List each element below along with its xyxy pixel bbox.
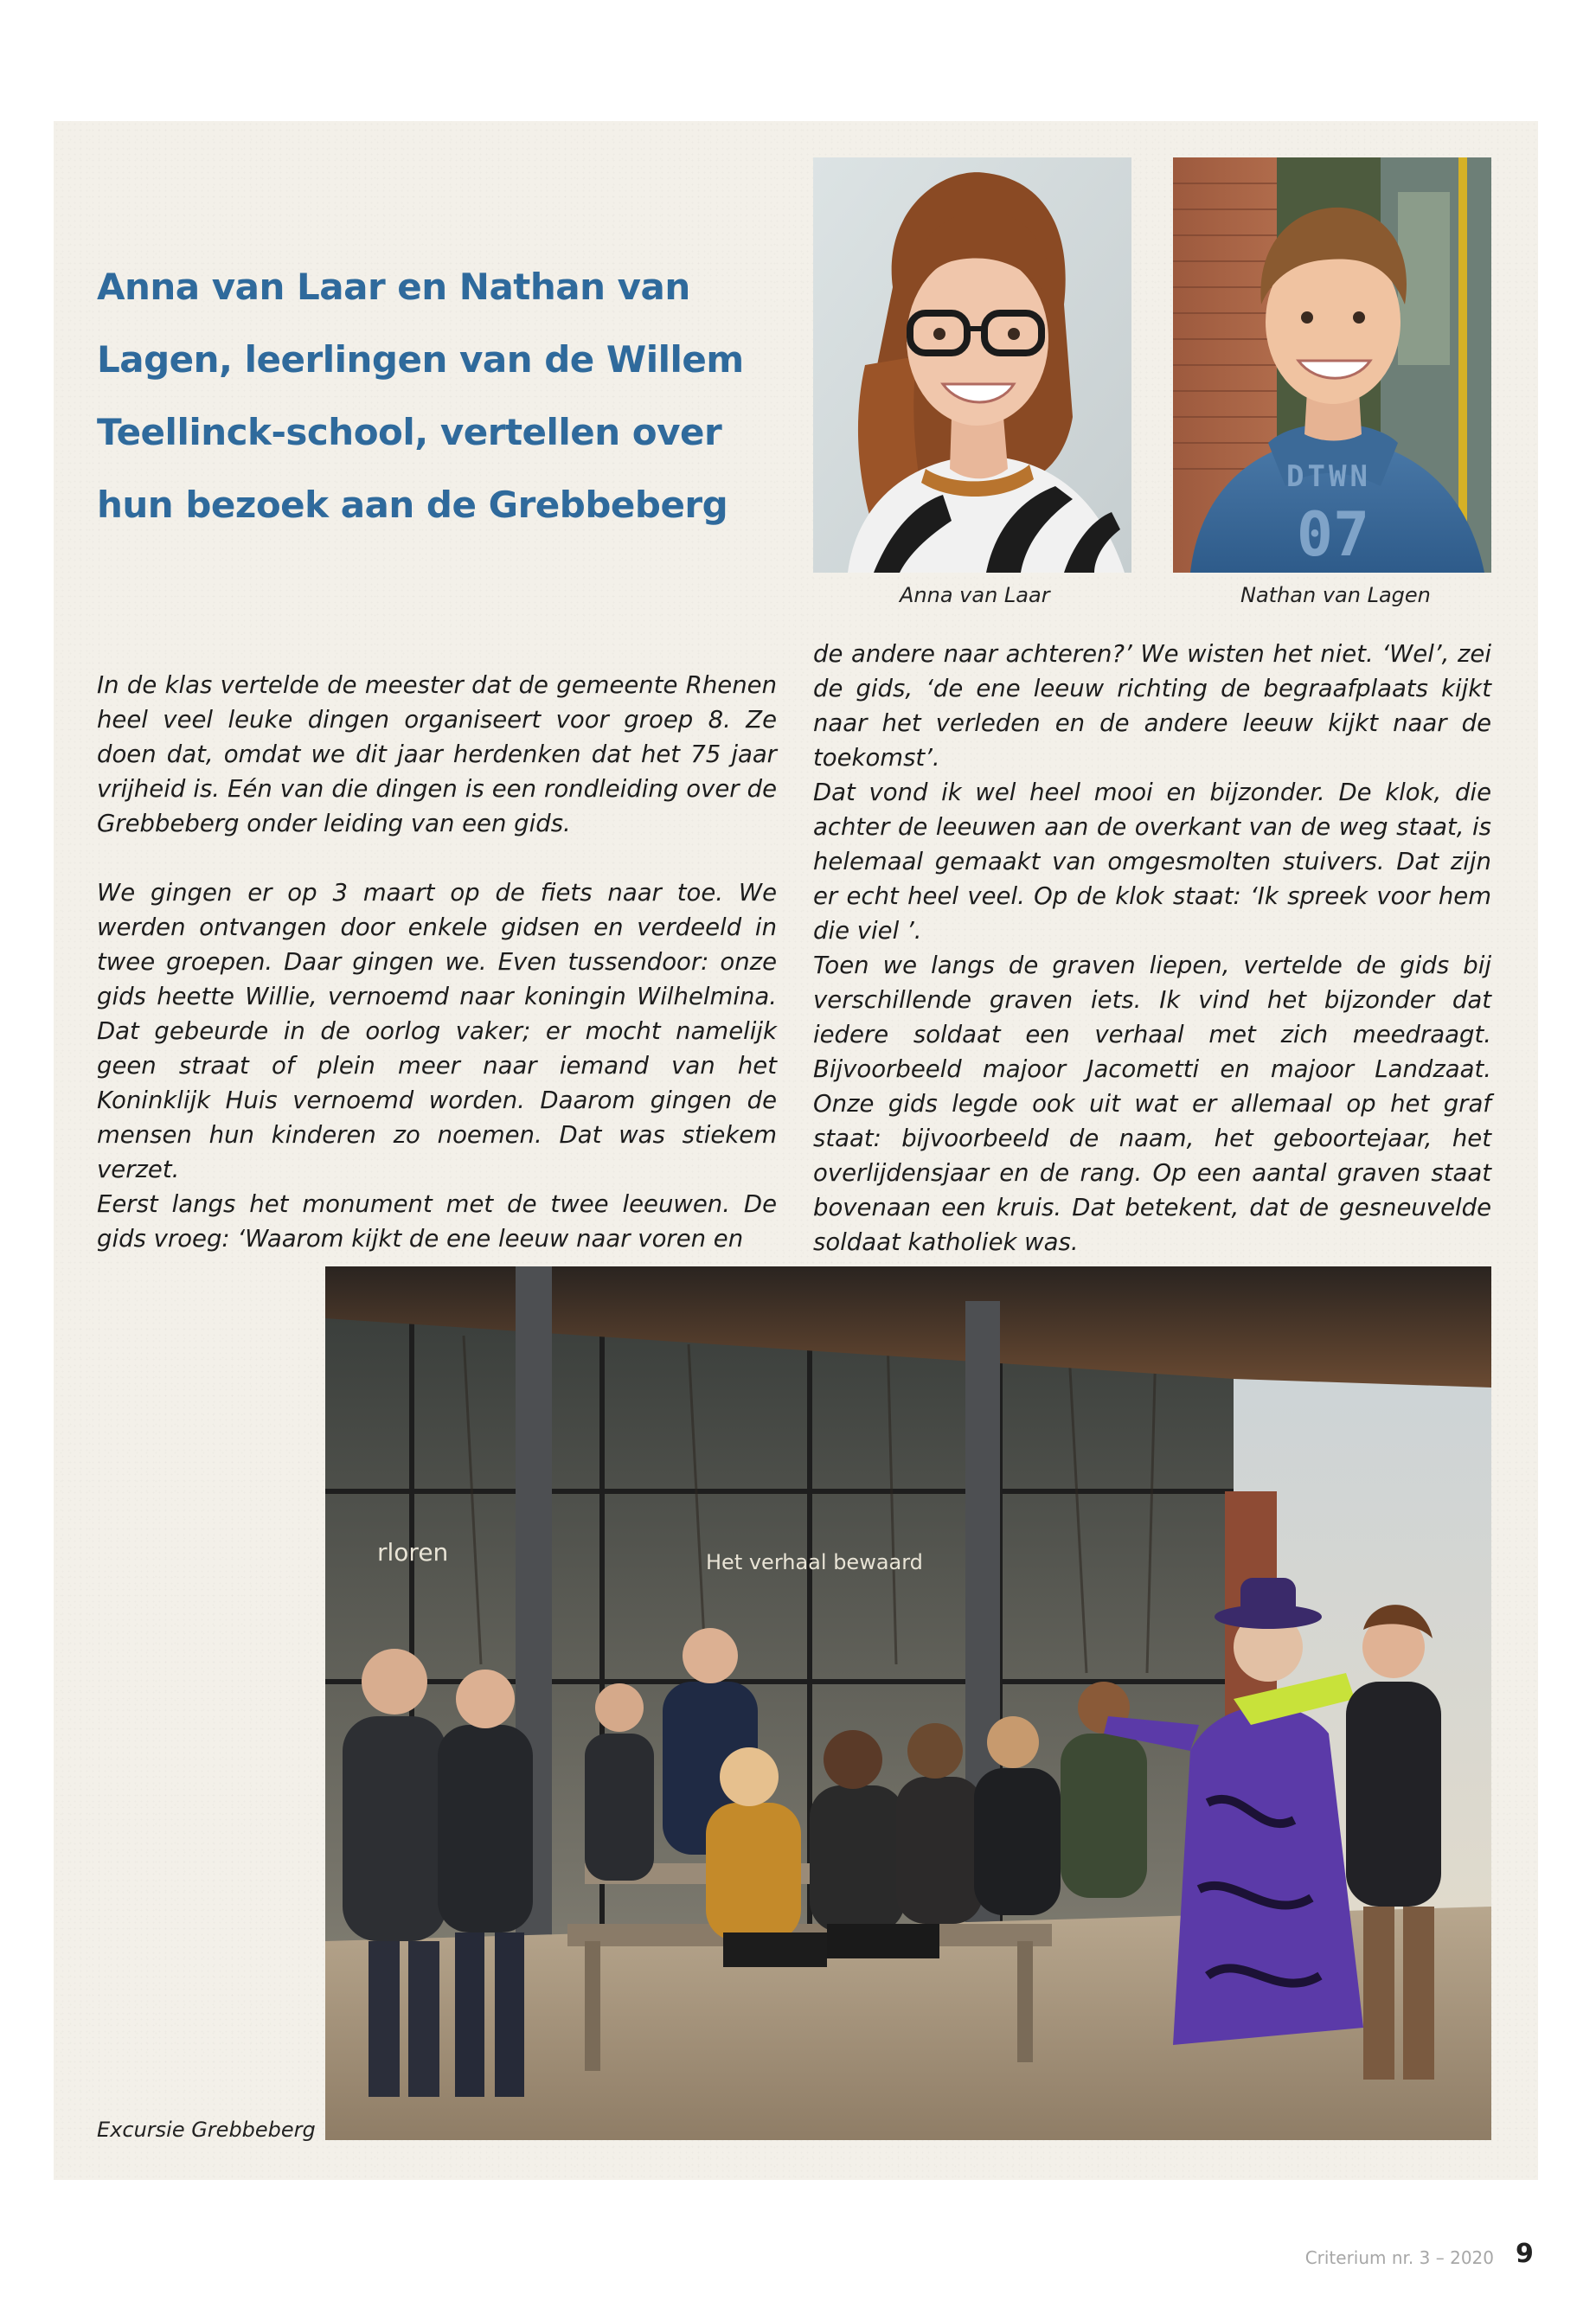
portrait-nathan-photo <box>1173 157 1491 573</box>
group-excursion-photo <box>325 1266 1491 2140</box>
article-left-column <box>97 668 777 1256</box>
page-number: 9 <box>1516 2239 1534 2269</box>
article-headline: Anna van Laar en Nathan van Lagen, leerlingen van de Willem Teellinck-school, vertellen over hun bezoek aan de Grebbeberg <box>97 266 744 526</box>
group-photo-caption: Excursie Grebbeberg <box>97 2118 316 2142</box>
publication-footer: Criterium nr. 3 – 2020 <box>1304 2247 1494 2268</box>
paragraph-clock: Dat vond ik wel heel mooi en bijzonder. De klok, die achter de leeuwen aan de overkant van de weg staat, is helemaal gemaakt van omgesmolten stuivers. Dat zijn er echt heel veel. Op de klok staat: ‘Ik spreek voor hem die viel ’. <box>813 779 1491 945</box>
window-text-right: Het verhaal bewaard <box>706 1550 923 1574</box>
paragraph-visit: We gingen er op 3 maart op de fiets naar toe. We werden ontvangen door enkele gidsen en verdeeld in twee groepen. Daar gingen we. Even tussendoor: onze gids heette Willie, vernoemd naar koningin Wilhelmina. Dat gebeurde in de oorlog vaker; er mocht namelijk geen straat of plein meer naar iemand van het Koninklijk Huis vernoemd worden. Daarom gingen de mensen hun kinderen zo noemen. Dat was stiekem verzet. <box>97 879 777 1183</box>
portrait-anna-photo <box>813 157 1131 573</box>
hoodie-print-number: 07 <box>1296 499 1370 570</box>
nathan-caption: Nathan van Lagen <box>1240 583 1431 607</box>
paragraph-monument: Eerst langs het monument met de twee leeuwen. De gids vroeg: ‘Waarom kijkt de ene leeuw naar voren en <box>97 1190 777 1253</box>
hoodie-print-top: DTWN <box>1286 459 1371 494</box>
paragraph-intro: In de klas vertelde de meester dat de gemeente Rhenen heel veel leuke dingen organiseert voor groep 8. Ze doen dat, omdat we dit jaar herdenken dat het 75 jaar vrijheid is. Eén van die dingen is een rondleiding over de Grebbeberg onder leiding van een gids. <box>97 671 777 837</box>
paragraph-lions: de andere naar achteren?’ We wisten het niet. ‘Wel’, zei de gids, ‘de ene leeuw richting de begraafplaats kijkt naar het verleden en de andere leeuw kijkt naar de toekomst’. <box>813 640 1491 772</box>
paragraph-graves: Toen we langs de graven liepen, vertelde de gids bij verschillende graven iets. Ik vind het bijzonder dat iedere soldaat een verhaal met zich meedraagt. Bijvoorbeeld majoor Jacometti en majoor Landzaat. Onze gids legde ook uit wat er allemaal op het graf staat: bijvoorbeeld de naam, het geboortejaar, het overlijdensjaar en de rang. Op een aantal graven staat bovenaan een kruis. Dat betekent, dat de gesneuvelde soldaat katholiek was. <box>813 952 1491 1256</box>
article-right-column <box>813 637 1491 1259</box>
window-text-left: rloren <box>377 1538 449 1567</box>
anna-caption: Anna van Laar <box>900 583 1050 607</box>
